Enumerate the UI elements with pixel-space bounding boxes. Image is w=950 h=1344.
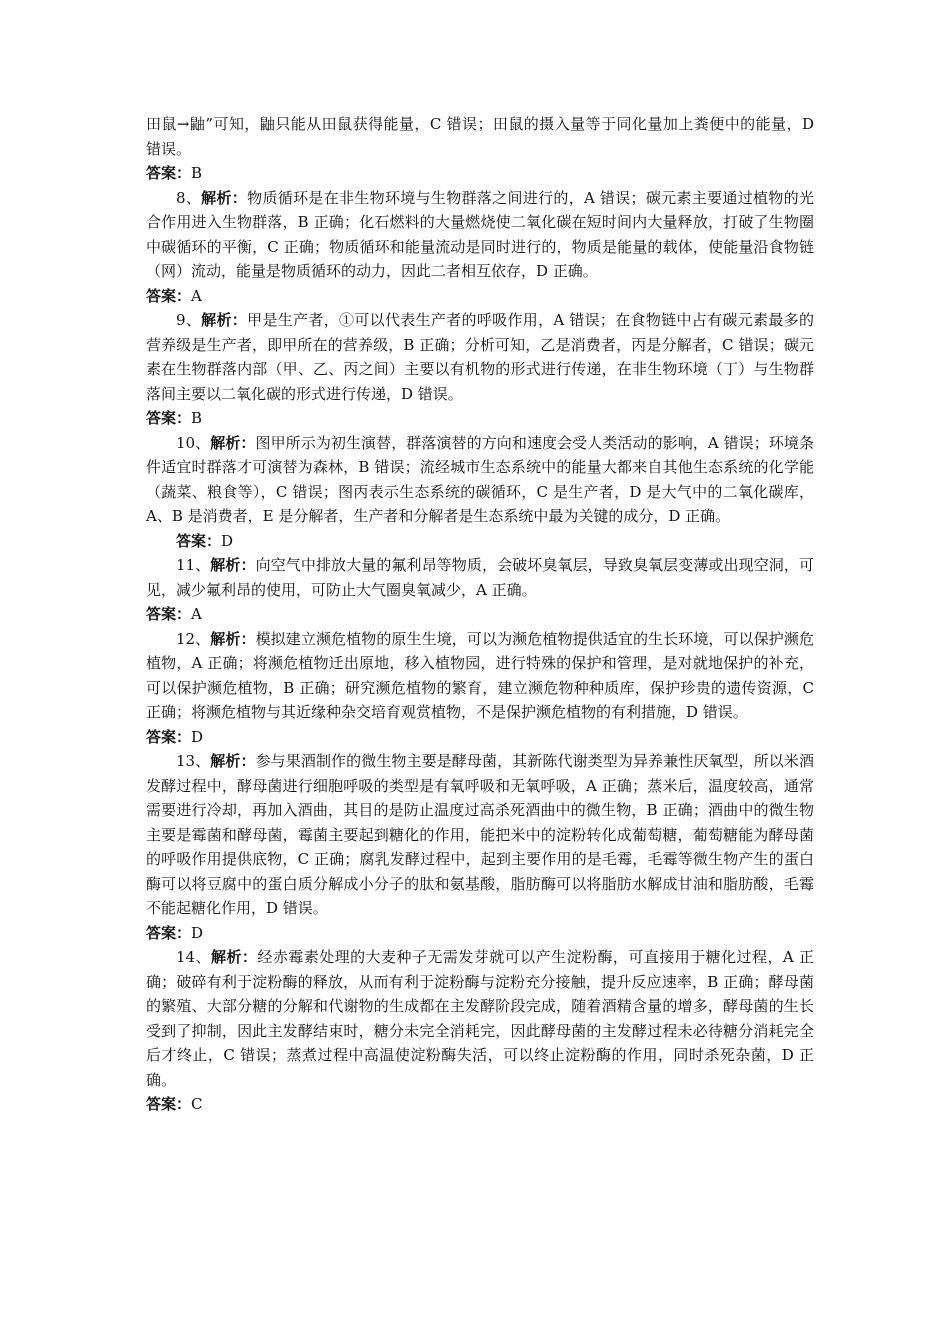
- answer-value: A: [191, 605, 202, 623]
- answer-label: 答案：: [146, 409, 192, 427]
- question-number: 13、: [176, 752, 211, 770]
- question-number: 11、: [176, 556, 211, 574]
- analysis-text: 物质循环是在非生物环境与生物群落之间进行的，A 错误；碳元素主要通过植物的光合作用进入生物群落，B 正确；化石燃料的大量燃烧使二氧化碳在短时间内大量释放，打破了生物圈中碳循环的平衡，C 正确；物质循环和能量流动是同时进行的，物质是能量的载体，使能量沿食物链（网）流动，能量是物质循环的动力，因此二者相互依存，D 正确。: [146, 188, 814, 280]
- answer-value: C: [191, 1095, 203, 1113]
- analysis-text: 图甲所示为初生演替，群落演替的方向和速度会受人类活动的影响，A 错误；环境条件适宜时群落才可演替为森林，B 错误；流经城市生态系统中的能量大都来自其他生态系统的化学能（蔬菜、粮食等），C 错误；图丙表示生态系统的碳循环，C 是生产者，D 是大气中的二氧化碳库，A、B 是消费者，E 是分解者，生产者和分解者是生态系统中最为关键的成分，D 正确。: [146, 433, 814, 525]
- answer-value: D: [191, 923, 204, 942]
- answer-value: A: [191, 286, 202, 305]
- answer-label: 答案：: [146, 286, 192, 305]
- analysis-13: [146, 749, 814, 921]
- analysis-text: 甲是生产者，①可以代表生产者的呼吸作用，A 错误；在食物链中占有碳元素最多的营养级是生产者，即甲所在的营养级，B 正确；分析可知，乙是消费者，丙是分解者，C 错误；碳元素在生物群落内部（甲、乙、丙之间）主要以有机物的形式进行传递，在非生物环境（丁）与生物群落间主要以二氧化碳的形式进行传递，D 错误。: [146, 311, 814, 403]
- analysis-label: 解析：: [210, 629, 256, 648]
- intro-paragraph: 田鼠→鼬”可知，鼬只能从田鼠获得能量，C 错误；田鼠的摄入量等于同化量加上粪便中的能量，D 错误。: [146, 115, 814, 158]
- answer-8: [146, 284, 814, 309]
- analysis-label: 解析：: [210, 752, 256, 770]
- answer-label: 答案：: [176, 531, 222, 550]
- analysis-text: 参与果酒制作的微生物主要是酵母菌，其新陈代谢类型为异养兼性厌氧型，所以米酒发酵过程中，酵母菌进行细胞呼吸的类型是有氧呼吸和无氧呼吸，A 正确；蒸米后，温度较高，通常需要进行冷却，再加入酒曲，其目的是防止温度过高杀死酒曲中的微生物，B 正确；酒曲中的微生物主要是霉菌和酵母菌，霉菌主要起到糖化的作用，能把米中的淀粉转化成葡萄糖，葡萄糖能为酵母菌的呼吸作用提供底物，C 正确；腐乳发酵过程中，起到主要作用的是毛霉，毛霉等微生物产生的蛋白酶可以将豆腐中的蛋白质分解成小分子的肽和氨基酸，脂肪酶可以将脂肪水解成甘油和脂肪酸，毛霉不能起糖化作用，D 错误。: [146, 752, 814, 917]
- analysis-text: 向空气中排放大量的氟利昂等物质，会破坏臭氧层，导致臭氧层变薄或出现空洞，可见，减少氟利昂的使用，可防止大气圈臭氧减少，A 正确。: [146, 556, 814, 599]
- analysis-12: [146, 627, 814, 725]
- analysis-label: 解析：: [210, 556, 256, 574]
- answer-14: [146, 1092, 814, 1117]
- document-page: [146, 112, 814, 1117]
- answer-value: D: [191, 727, 204, 746]
- analysis-11: [146, 553, 814, 602]
- question-number: 8、: [176, 188, 202, 207]
- answer-label: 答案：: [146, 164, 192, 182]
- answer-13: [146, 921, 814, 946]
- answer-label: 答案：: [146, 727, 192, 746]
- analysis-8: [146, 186, 814, 284]
- analysis-label: 解析：: [201, 311, 248, 329]
- answer-12: [146, 725, 814, 750]
- answer-9: [146, 406, 814, 431]
- answer-10: [146, 529, 814, 554]
- answer-7: [146, 161, 814, 186]
- answer-value: D: [221, 531, 234, 550]
- answer-11: [146, 602, 814, 627]
- analysis-text: 经赤霉素处理的大麦种子无需发芽就可以产生淀粉酶，可直接用于糖化过程，A 正确；破碎有利于淀粉酶的释放，从而有利于淀粉酶与淀粉充分接触，提升反应速率，B 正确；酵母菌的繁殖、大部分糖的分解和代谢物的生成都在主发酵阶段完成，随着酒精含量的增多，酵母菌的生长受到了抑制，因此主发酵结束时，糖分未完全消耗完，因此酵母菌的主发酵过程未必待糖分消耗完全后才终止，C 错误；蒸煮过程中高温使淀粉酶失活，可以终止淀粉酶的作用，同时杀死杂菌，D 正确。: [146, 948, 814, 1089]
- analysis-label: 解析：: [211, 948, 258, 966]
- answer-label: 答案：: [146, 605, 192, 623]
- analysis-label: 解析：: [201, 188, 248, 207]
- answer-label: 答案：: [146, 923, 192, 942]
- answer-label: 答案：: [146, 1095, 192, 1113]
- question-number: 12、: [176, 629, 211, 648]
- analysis-9: [146, 308, 814, 406]
- analysis-text: 模拟建立濒危植物的原生生境，可以为濒危植物提供适宜的生长环境，可以保护濒危植物，A 正确；将濒危植物迁出原地，移入植物园，进行特殊的保护和管理，是对就地保护的补充，可以保护濒危植物，B 正确；研究濒危植物的繁育，建立濒危物种种质库，保护珍贵的遗传资源，C 正确；将濒危植物与其近缘种杂交培育观赏植物，不是保护濒危植物的有利措施，D 错误。: [146, 629, 814, 721]
- answer-value: B: [191, 409, 203, 427]
- analysis-14: [146, 945, 814, 1092]
- answer-value: B: [191, 164, 203, 182]
- question-number: 10、: [176, 433, 211, 452]
- question-number: 9、: [176, 311, 202, 329]
- analysis-10: [146, 431, 814, 529]
- question-number: 14、: [176, 948, 212, 966]
- analysis-label: 解析：: [210, 433, 256, 452]
